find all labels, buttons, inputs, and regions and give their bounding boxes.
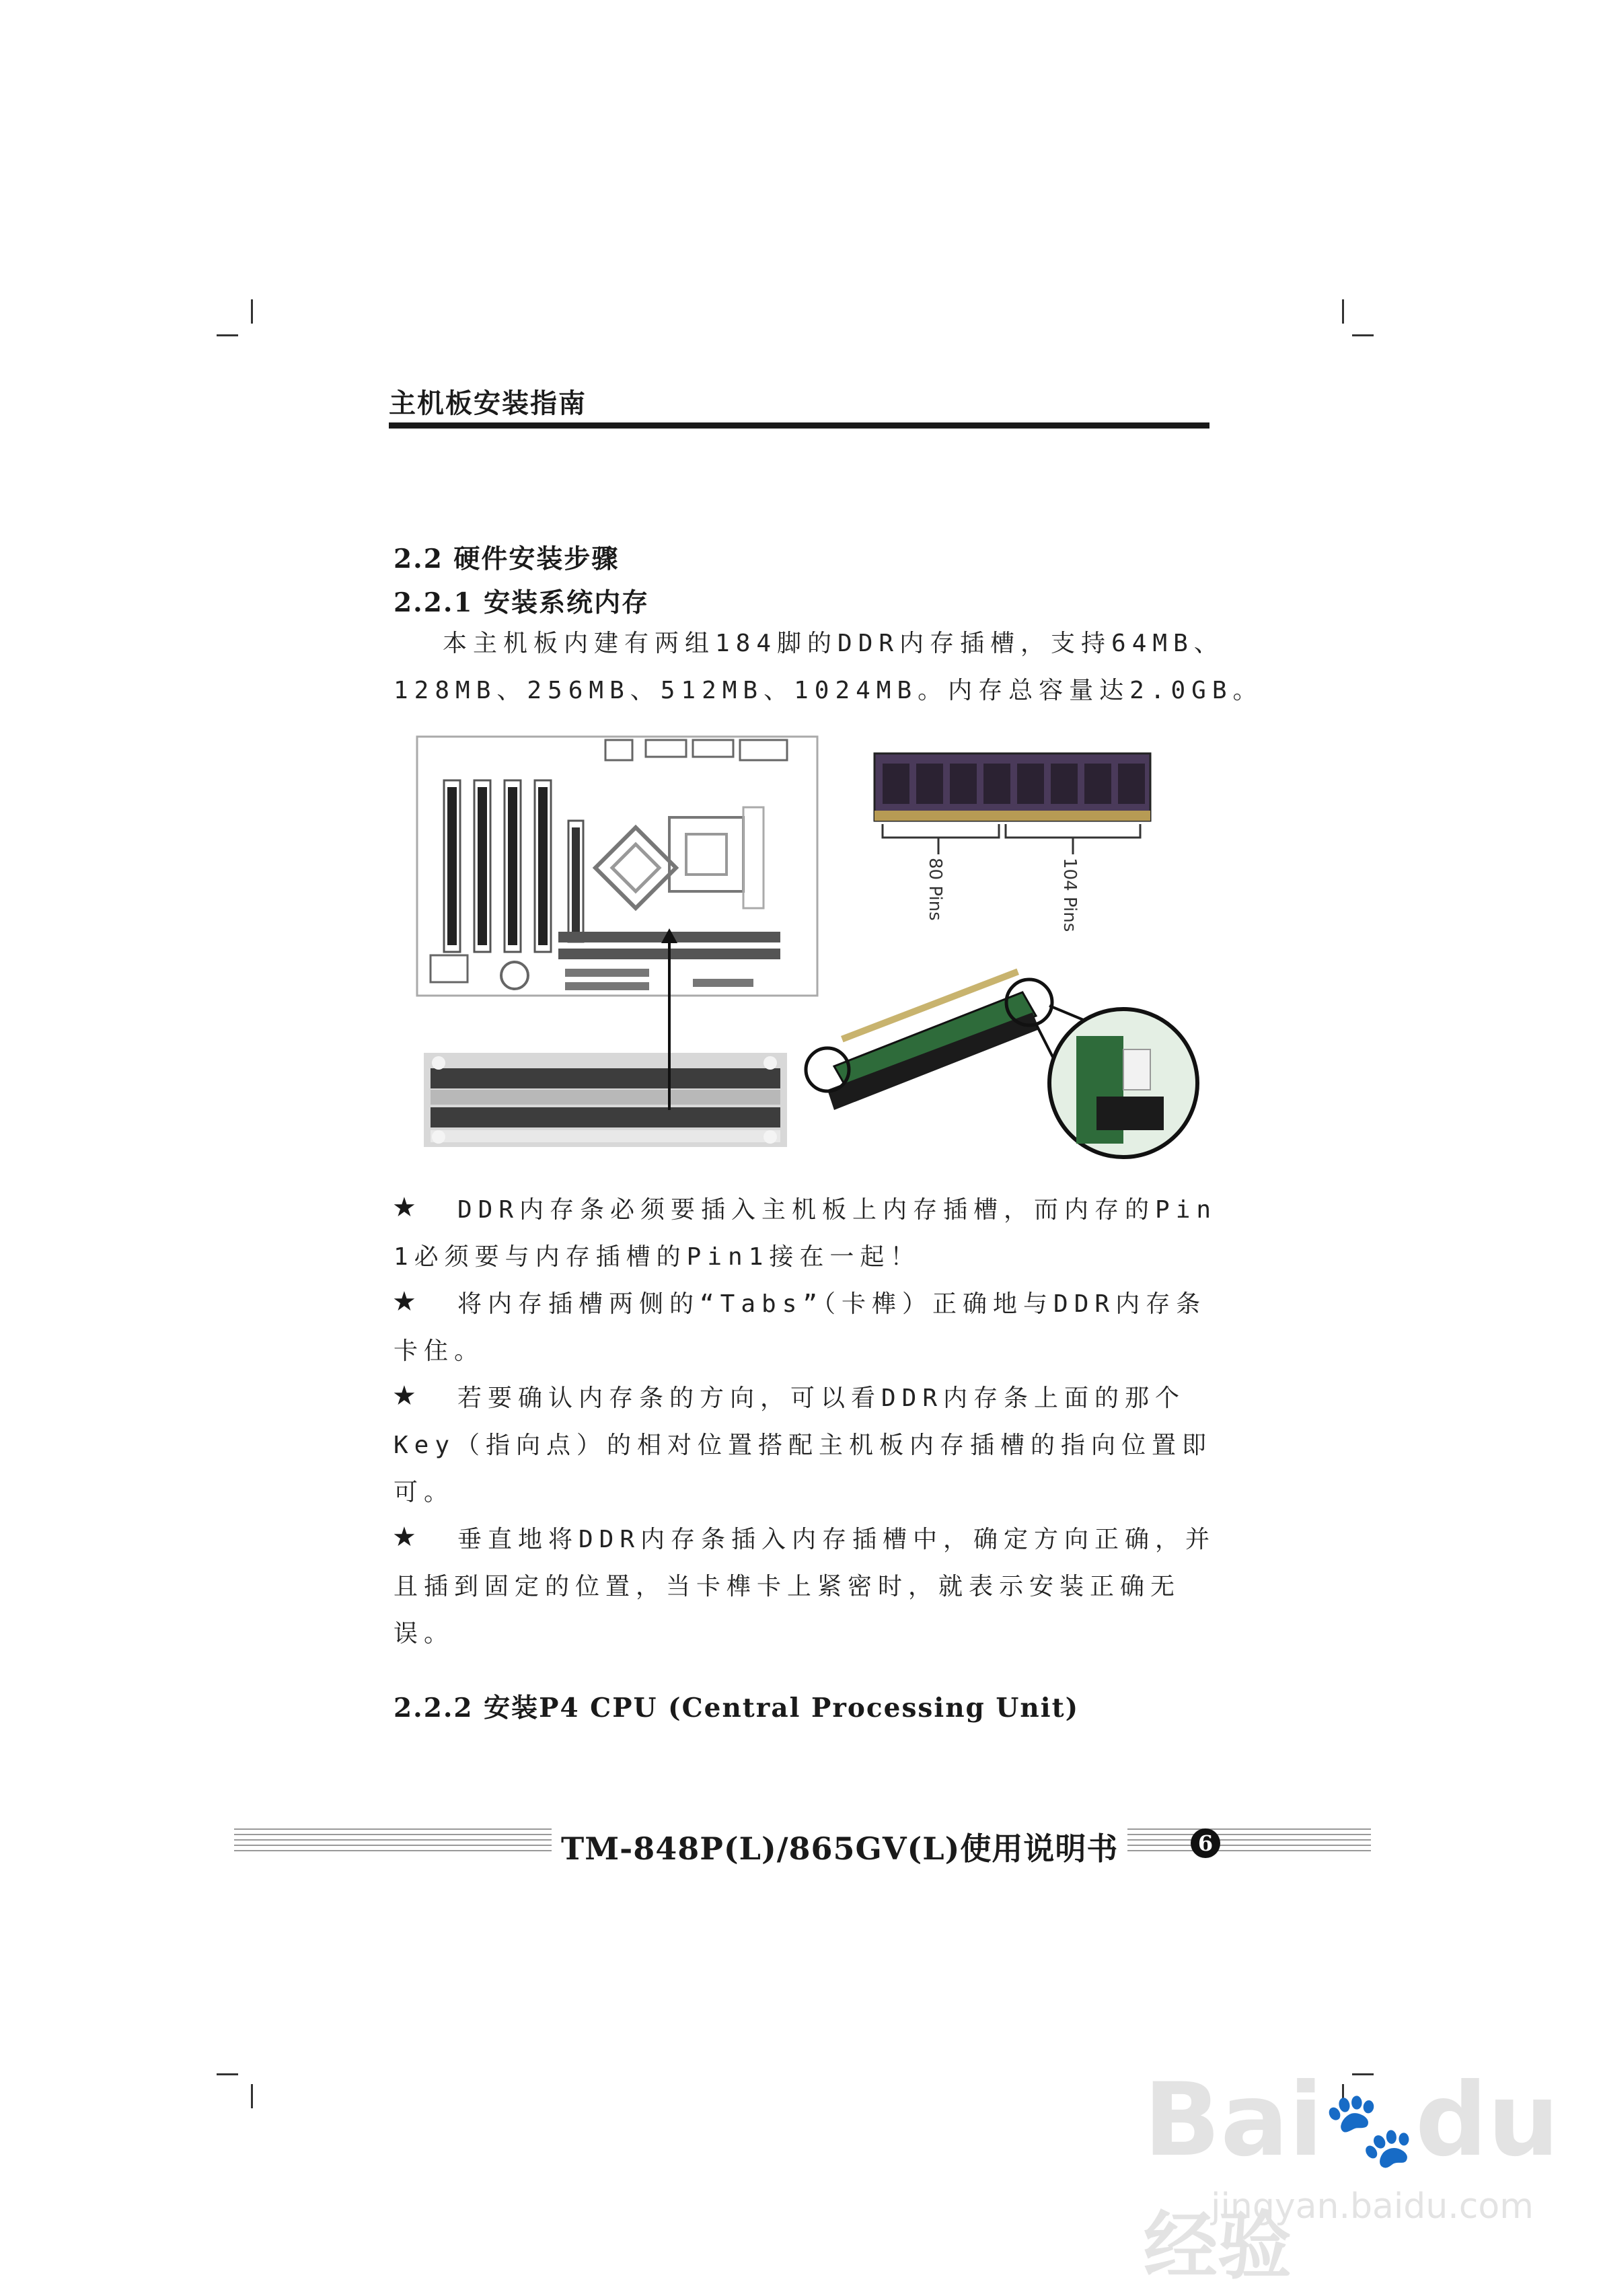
note-2-line-2: 卡住。 xyxy=(394,1337,485,1365)
watermark-brand: Bai🐾du经验 xyxy=(1144,2062,1560,2289)
note-1-line-2: 1必须要与内存插槽的Pin1接在一起！ xyxy=(394,1243,921,1271)
ddr-insert-photo xyxy=(806,969,1197,1157)
paw-icon: 🐾 xyxy=(1323,2086,1415,2172)
crop-mark xyxy=(217,2073,238,2075)
note-4-line-2: 且插到固定的位置，当卡榫卡上紧密时，就表示安装正确无 xyxy=(394,1573,1181,1600)
intro-line-1: 本主机板内建有两组184脚的DDR内存插槽，支持64MB、 xyxy=(443,630,1224,657)
crop-mark xyxy=(251,299,253,324)
note-4-line-1: 垂直地将DDR内存条插入内存插槽中，确定方向正确，并 xyxy=(457,1526,1216,1553)
footer-title: TM-848P(L)/865GV(L)使用说明书 xyxy=(552,1824,1127,1869)
note-1-line-1: DDR内存条必须要插入主机板上内存插槽，而内存的Pin xyxy=(457,1196,1218,1224)
intro-line-2: 128MB、256MB、512MB、1024MB。内存总容量达2.0GB。 xyxy=(394,677,1263,704)
section-heading: 2.2 硬件安装步骤 xyxy=(394,544,620,575)
header-rule xyxy=(389,422,1209,429)
crop-mark xyxy=(251,2084,253,2108)
note-3-line-2: Key（指向点）的相对位置搭配主机板内存插槽的指向位置即 xyxy=(394,1432,1213,1459)
note-3-line-1: 若要确认内存条的方向，可以看DDR内存条上面的那个 xyxy=(457,1384,1186,1412)
page-number: 6 xyxy=(1191,1828,1220,1858)
ddr-module-drawing xyxy=(874,753,1150,854)
note-3-line-3: 可。 xyxy=(394,1479,455,1506)
subsection-heading-cpu: 2.2.2 安装P4 CPU (Central Processing Unit) xyxy=(394,1693,1080,1724)
star-bullet-icon: ★ xyxy=(392,1192,416,1223)
note-2-line-1: 将内存插槽两侧的“Tabs”（卡榫）正确地与DDR内存条 xyxy=(457,1290,1207,1318)
label-80-pins: 80 Pins xyxy=(925,858,945,921)
star-bullet-icon: ★ xyxy=(392,1380,416,1411)
crop-mark xyxy=(1352,334,1374,336)
crop-mark xyxy=(1342,299,1344,324)
memory-installation-figure xyxy=(404,733,1211,1164)
watermark-url: jingyan.baidu.com xyxy=(1211,2186,1534,2227)
note-4-line-3: 误。 xyxy=(394,1620,455,1647)
header-title: 主机板安装指南 xyxy=(389,387,587,419)
dimm-slot-photo xyxy=(424,1053,787,1147)
star-bullet-icon: ★ xyxy=(392,1522,416,1553)
star-bullet-icon: ★ xyxy=(392,1286,416,1317)
motherboard-diagram xyxy=(417,737,817,996)
crop-mark xyxy=(217,334,238,336)
label-104-pins: 104 Pins xyxy=(1059,858,1080,932)
subsection-heading-memory: 2.2.1 安装系统内存 xyxy=(394,587,650,618)
